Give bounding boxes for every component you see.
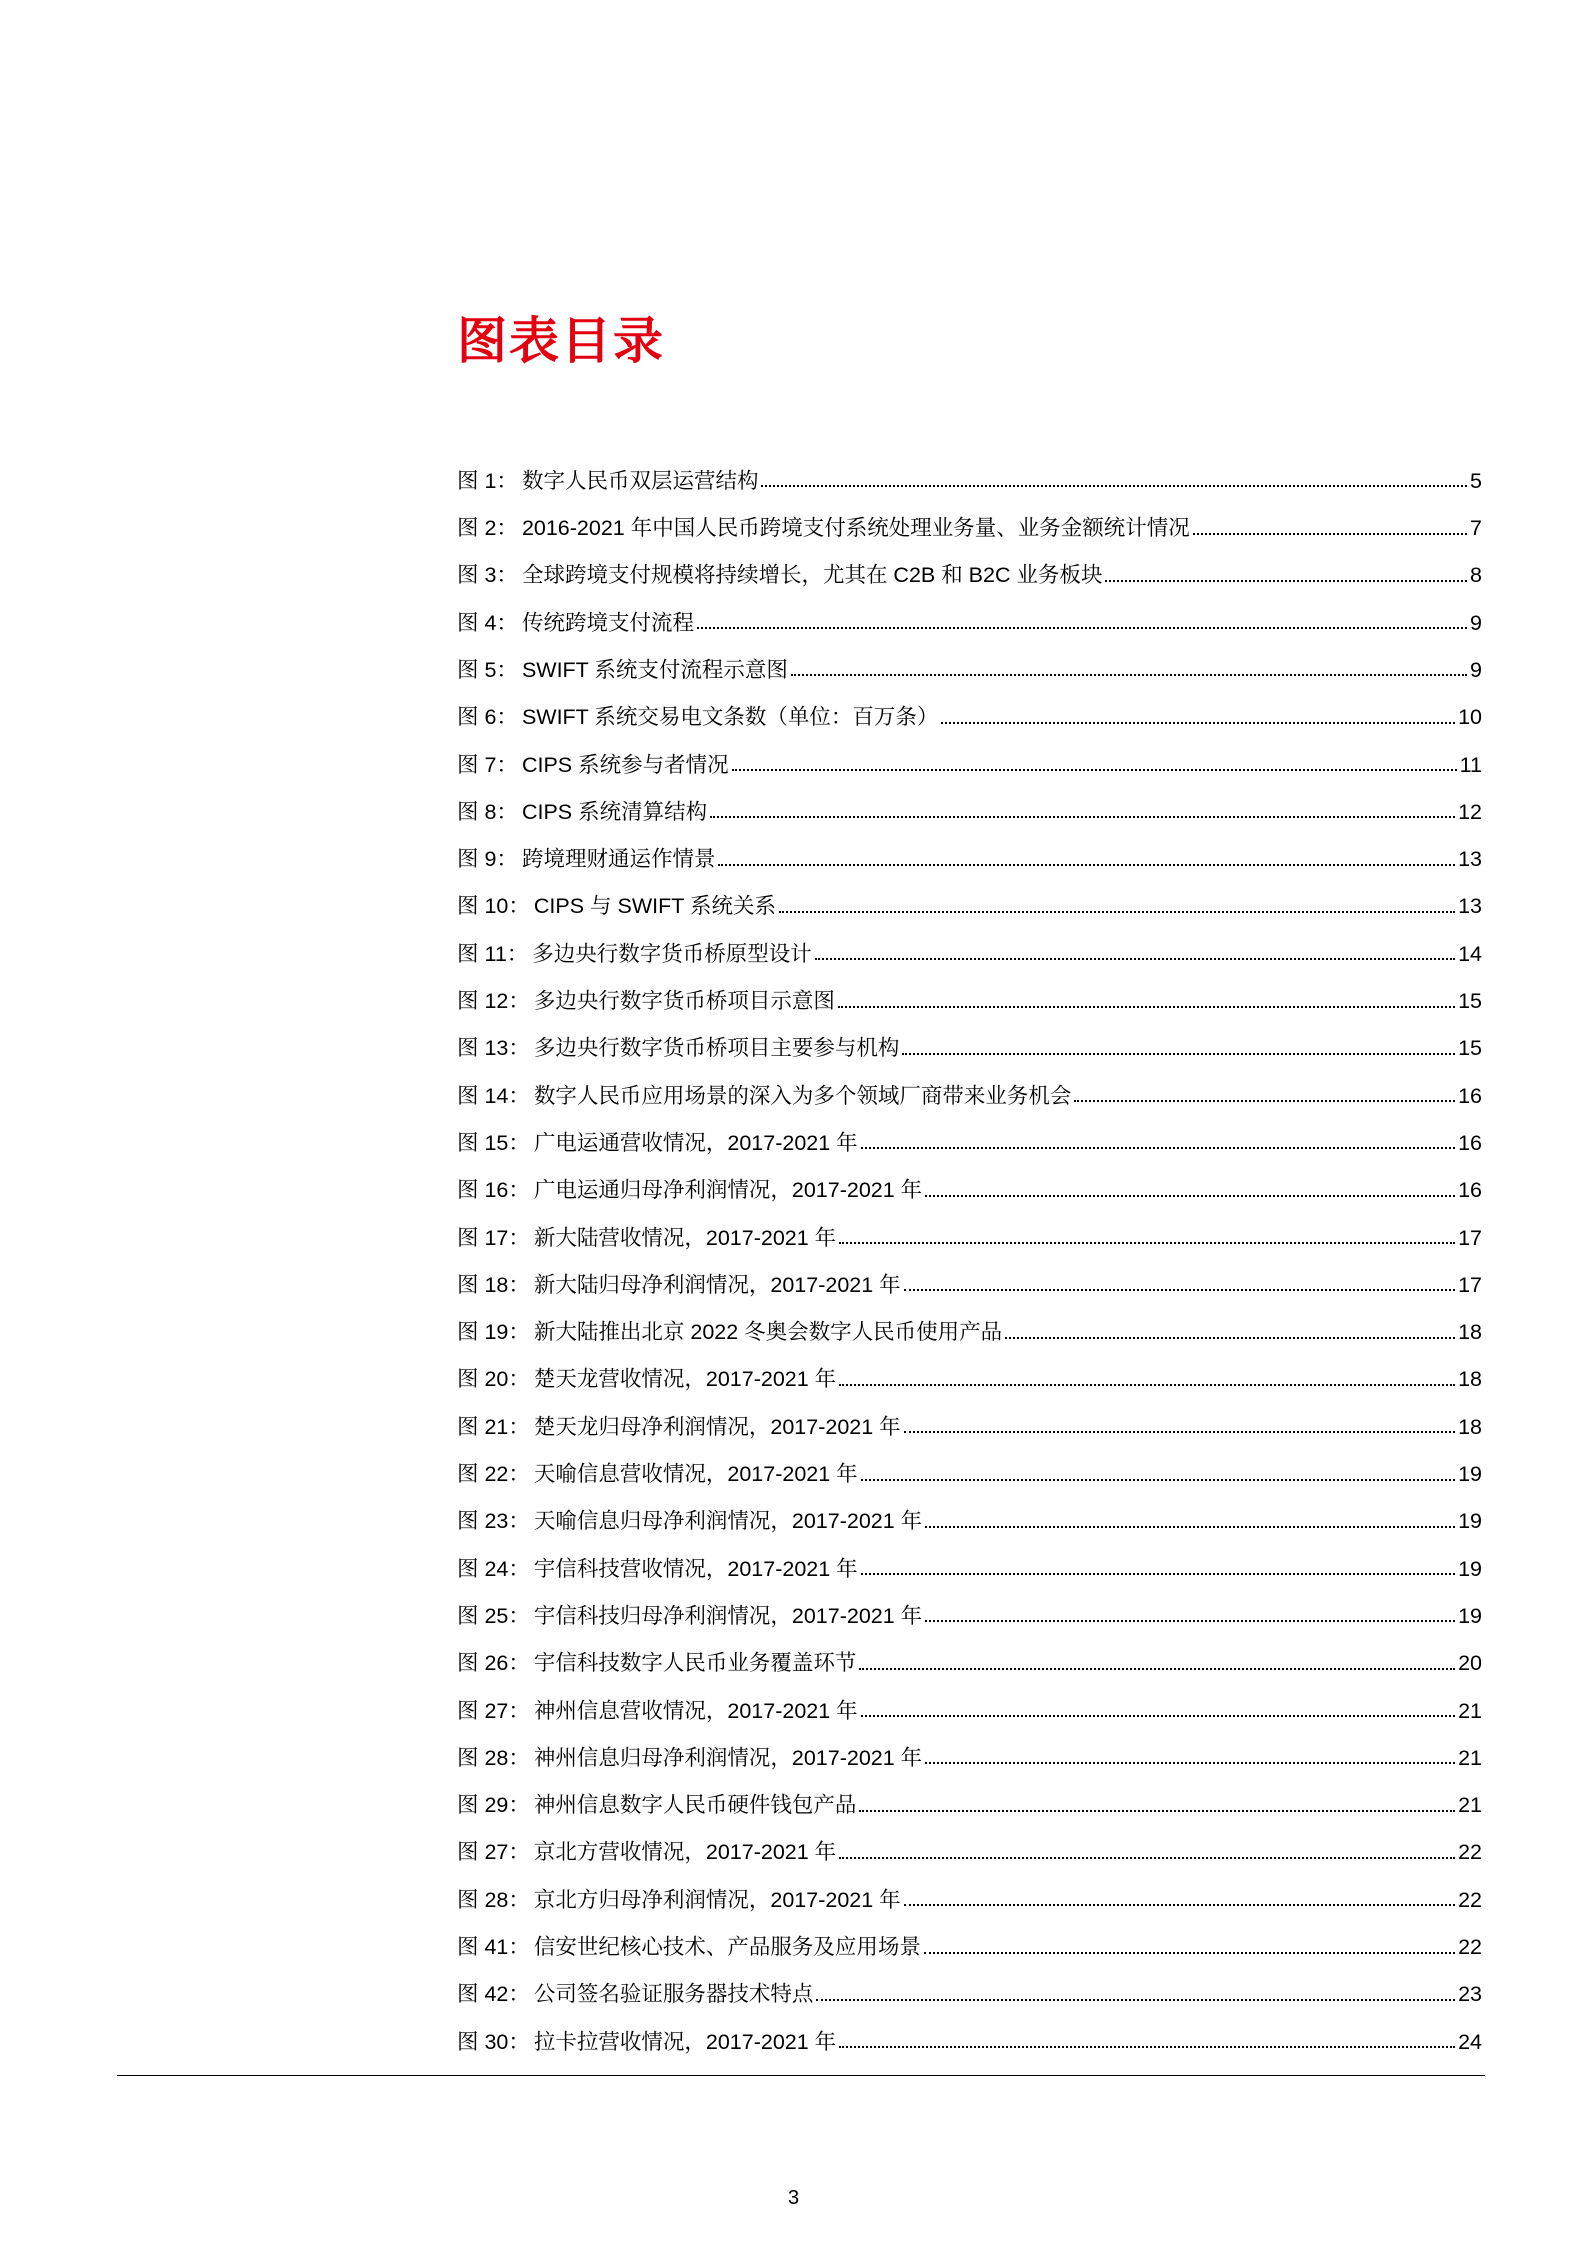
- toc-entry[interactable]: [457, 1911, 1482, 1958]
- toc-entry-page: 19: [1458, 1509, 1482, 1534]
- toc-entry-title: CIPS 与 SWIFT 系统关系: [533, 894, 776, 919]
- toc-dot-leader: [861, 1573, 1455, 1575]
- toc-entry[interactable]: [457, 1959, 1482, 2006]
- toc-entry[interactable]: [457, 634, 1482, 681]
- toc-entry[interactable]: [457, 2006, 1482, 2053]
- toc-entry-label: 图 29：: [457, 1793, 530, 1818]
- toc-entry-title: 楚天龙营收情况，2017-2021 年: [533, 1367, 837, 1392]
- toc-entry-page: 24: [1458, 2029, 1482, 2054]
- toc-entry[interactable]: [457, 1438, 1482, 1485]
- toc-entry-title: 天喻信息营收情况，2017-2021 年: [533, 1462, 858, 1487]
- toc-entry[interactable]: [457, 1627, 1482, 1674]
- toc-entry-label: 图 17：: [457, 1225, 530, 1250]
- toc-dot-leader: [1074, 1100, 1455, 1102]
- toc-entry-title: CIPS 系统参与者情况: [521, 752, 729, 777]
- toc-entry-title: 神州信息营收情况，2017-2021 年: [533, 1698, 858, 1723]
- toc-entry-page: 15: [1458, 989, 1482, 1014]
- toc-dot-leader: [925, 1195, 1455, 1197]
- toc-entry-page: 11: [1459, 752, 1482, 777]
- toc-entry-label: 图 11：: [457, 941, 529, 966]
- toc-entry-label: 图 5：: [457, 657, 518, 682]
- toc-entry-label: 图 25：: [457, 1603, 530, 1628]
- toc-dot-leader: [839, 1384, 1455, 1386]
- toc-entry-title: 全球跨境支付规模将持续增长，尤其在 C2B 和 B2C 业务板块: [521, 563, 1103, 588]
- toc-dot-leader: [718, 864, 1455, 866]
- toc-entry[interactable]: [457, 1864, 1482, 1911]
- toc-dot-leader: [861, 1147, 1455, 1149]
- toc-dot-leader: [732, 769, 1457, 771]
- toc-entry-page: 19: [1458, 1556, 1482, 1581]
- page-number: 3: [787, 2187, 800, 2209]
- toc-entry[interactable]: [457, 1391, 1482, 1438]
- toc-dot-leader: [904, 1904, 1455, 1906]
- toc-entry-page: 22: [1458, 1935, 1482, 1959]
- toc-entry[interactable]: [457, 1296, 1482, 1343]
- toc-entry-label: 图 10：: [457, 894, 530, 919]
- toc-entry-label: 图 4：: [457, 610, 518, 635]
- toc-entry[interactable]: [457, 1013, 1482, 1060]
- toc-entry-title: 信安世纪核心技术、产品服务及应用场景: [533, 1935, 921, 1959]
- toc-entry[interactable]: [457, 1060, 1482, 1107]
- toc-entry[interactable]: [457, 1580, 1482, 1627]
- toc-entry-page: 21: [1458, 1745, 1482, 1770]
- toc-dot-leader: [904, 1431, 1455, 1433]
- toc-entry-label: 图 30：: [457, 2029, 530, 2054]
- toc-entry-title: SWIFT 系统支付流程示意图: [521, 657, 788, 682]
- toc-entry-title: 天喻信息归母净利润情况，2017-2021 年: [533, 1509, 923, 1534]
- toc-entry-page: 13: [1458, 847, 1482, 872]
- toc-dot-leader: [941, 722, 1455, 724]
- toc-dot-leader: [839, 1242, 1455, 1244]
- toc-entry-page: 19: [1458, 1462, 1482, 1487]
- toc-entry-label: 图 23：: [457, 1509, 530, 1534]
- toc-dot-leader: [791, 674, 1467, 676]
- toc-entry[interactable]: [457, 965, 1482, 1012]
- toc-entry-label: 图 42：: [457, 1982, 530, 2007]
- toc-entry[interactable]: [457, 681, 1482, 728]
- toc-entry-page: 16: [1458, 1083, 1482, 1108]
- toc-entry-title: 跨境理财通运作情景: [521, 847, 716, 872]
- toc-entry-title: CIPS 系统清算结构: [521, 799, 708, 824]
- toc-entry-title: 宇信科技归母净利润情况，2017-2021 年: [533, 1603, 923, 1628]
- toc-entry-title: 传统跨境支付流程: [521, 610, 694, 635]
- toc-dot-leader: [697, 627, 1467, 629]
- toc-entry[interactable]: [457, 587, 1482, 634]
- footer-divider: [117, 2075, 1485, 2076]
- toc-dot-leader: [902, 1053, 1455, 1055]
- toc-entry-page: 21: [1458, 1793, 1482, 1818]
- toc-entry-page: 13: [1458, 894, 1482, 919]
- toc-entry-page: 18: [1458, 1414, 1482, 1439]
- toc-dot-leader: [925, 1620, 1455, 1622]
- toc-entry-page: 16: [1458, 1130, 1482, 1155]
- toc-entry[interactable]: [457, 1533, 1482, 1580]
- toc-dot-leader: [761, 485, 1467, 487]
- toc-entry-label: 图 2：: [457, 516, 518, 541]
- toc-entry[interactable]: [457, 776, 1482, 823]
- toc-dot-leader: [904, 1289, 1455, 1291]
- toc-dot-leader: [859, 1668, 1455, 1670]
- table-of-figures: [457, 445, 1482, 2053]
- toc-entry-title: 拉卡拉营收情况，2017-2021 年: [533, 2029, 837, 2054]
- toc-entry-title: 京北方营收情况，2017-2021 年: [533, 1840, 837, 1865]
- toc-entry-label: 图 6：: [457, 705, 518, 730]
- toc-entry-page: 8: [1470, 563, 1482, 588]
- toc-entry-page: 21: [1458, 1698, 1482, 1723]
- toc-entry[interactable]: [457, 1675, 1482, 1722]
- toc-entry-page: 14: [1458, 941, 1482, 966]
- toc-dot-leader: [1005, 1337, 1455, 1339]
- toc-entry-page: 22: [1458, 1887, 1482, 1912]
- toc-dot-leader: [710, 816, 1455, 818]
- toc-entry-title: 新大陆归母净利润情况，2017-2021 年: [533, 1272, 901, 1297]
- toc-entry-title: 神州信息数字人民币硬件钱包产品: [533, 1793, 857, 1818]
- toc-entry-label: 图 18：: [457, 1272, 530, 1297]
- toc-entry-label: 图 16：: [457, 1178, 530, 1203]
- toc-entry-label: 图 7：: [457, 752, 518, 777]
- toc-dot-leader: [779, 911, 1455, 913]
- toc-entry[interactable]: [457, 1344, 1482, 1391]
- toc-entry-title: 公司签名验证服务器技术特点: [533, 1982, 814, 2007]
- toc-entry-page: 9: [1470, 657, 1482, 682]
- toc-entry-label: 图 28：: [457, 1745, 530, 1770]
- toc-entry-label: 图 22：: [457, 1462, 530, 1487]
- toc-dot-leader: [859, 1810, 1455, 1812]
- toc-entry-label: 图 21：: [457, 1414, 530, 1439]
- toc-entry[interactable]: [457, 1486, 1482, 1533]
- toc-dot-leader: [839, 1857, 1455, 1859]
- toc-entry-page: 22: [1458, 1840, 1482, 1865]
- toc-entry-title: 宇信科技营收情况，2017-2021 年: [533, 1556, 858, 1581]
- toc-entry-label: 图 27：: [457, 1698, 530, 1723]
- toc-entry-page: 10: [1458, 705, 1482, 730]
- toc-dot-leader: [839, 2046, 1455, 2048]
- toc-entry-label: 图 3：: [457, 563, 518, 588]
- toc-entry-label: 图 20：: [457, 1367, 530, 1392]
- toc-entry-page: 7: [1470, 516, 1482, 541]
- toc-entry-label: 图 8：: [457, 799, 518, 824]
- toc-entry[interactable]: [457, 1249, 1482, 1296]
- toc-entry-label: 图 15：: [457, 1130, 530, 1155]
- toc-entry-title: 多边央行数字货币桥项目示意图: [533, 989, 835, 1014]
- toc-entry-page: 12: [1458, 799, 1482, 824]
- toc-dot-leader: [1193, 533, 1467, 535]
- toc-entry-page: 17: [1458, 1272, 1482, 1297]
- toc-entry-label: 图 41：: [457, 1935, 530, 1959]
- toc-entry[interactable]: [457, 1154, 1482, 1201]
- toc-entry-label: 图 12：: [457, 989, 530, 1014]
- toc-dot-leader: [815, 958, 1455, 960]
- toc-entry[interactable]: [457, 918, 1482, 965]
- toc-entry-title: 宇信科技数字人民币业务覆盖环节: [533, 1651, 857, 1676]
- toc-entry[interactable]: [457, 729, 1482, 776]
- toc-entry-page: 23: [1458, 1982, 1482, 2007]
- toc-entry-title: 新大陆推出北京 2022 冬奥会数字人民币使用产品: [533, 1320, 1003, 1345]
- toc-entry-label: 图 13：: [457, 1036, 530, 1061]
- toc-dot-leader: [861, 1479, 1455, 1481]
- toc-dot-leader: [816, 1999, 1455, 2001]
- toc-entry-page: 19: [1458, 1603, 1482, 1628]
- toc-entry-label: 图 24：: [457, 1556, 530, 1581]
- toc-entry[interactable]: [457, 1722, 1482, 1769]
- toc-entry-title: 楚天龙归母净利润情况，2017-2021 年: [533, 1414, 901, 1439]
- toc-entry-label: 图 27：: [457, 1840, 530, 1865]
- toc-entry-title: 多边央行数字货币桥项目主要参与机构: [533, 1036, 900, 1061]
- toc-entry-title: 广电运通归母净利润情况，2017-2021 年: [533, 1178, 923, 1203]
- toc-dot-leader: [924, 1952, 1455, 1954]
- toc-entry-page: 20: [1458, 1651, 1482, 1676]
- toc-entry-page: 15: [1458, 1036, 1482, 1061]
- toc-dot-leader: [838, 1006, 1455, 1008]
- toc-entry[interactable]: [457, 1817, 1482, 1864]
- toc-dot-leader: [925, 1762, 1455, 1764]
- toc-entry-title: 多边央行数字货币桥原型设计: [532, 941, 812, 966]
- toc-entry-title: 新大陆营收情况，2017-2021 年: [533, 1225, 837, 1250]
- toc-entry-title: 数字人民币应用场景的深入为多个领域厂商带来业务机会: [533, 1083, 1072, 1108]
- toc-dot-leader: [1105, 580, 1467, 582]
- toc-dot-leader: [861, 1715, 1455, 1717]
- toc-entry-label: 图 9：: [457, 847, 518, 872]
- toc-entry-title: 数字人民币双层运营结构: [521, 468, 759, 493]
- toc-entry-title: 广电运通营收情况，2017-2021 年: [533, 1130, 858, 1155]
- toc-entry-label: 图 14：: [457, 1083, 530, 1108]
- toc-entry-page: 16: [1458, 1178, 1482, 1203]
- toc-entry[interactable]: [457, 823, 1482, 870]
- toc-entry-page: 5: [1470, 468, 1482, 493]
- toc-entry[interactable]: [457, 492, 1482, 539]
- toc-entry-page: 17: [1458, 1225, 1482, 1250]
- toc-entry[interactable]: [457, 871, 1482, 918]
- toc-entry[interactable]: [457, 1107, 1482, 1154]
- toc-entry-label: 图 26：: [457, 1651, 530, 1676]
- toc-entry[interactable]: [457, 1202, 1482, 1249]
- toc-entry-title: 京北方归母净利润情况，2017-2021 年: [533, 1887, 901, 1912]
- toc-entry-title: SWIFT 系统交易电文条数（单位：百万条）: [521, 705, 939, 730]
- toc-entry[interactable]: [457, 445, 1482, 492]
- toc-entry-label: 图 1：: [457, 468, 518, 493]
- toc-entry-page: 18: [1458, 1367, 1482, 1392]
- toc-entry-label: 图 28：: [457, 1887, 530, 1912]
- toc-entry-title: 神州信息归母净利润情况，2017-2021 年: [533, 1745, 923, 1770]
- toc-entry-page: 18: [1458, 1320, 1482, 1345]
- toc-entry[interactable]: [457, 1769, 1482, 1816]
- toc-entry-label: 图 19：: [457, 1320, 530, 1345]
- toc-dot-leader: [925, 1526, 1455, 1528]
- toc-entry-page: 9: [1470, 610, 1482, 635]
- toc-entry[interactable]: [457, 540, 1482, 587]
- page-title: 图表目录: [457, 313, 665, 369]
- toc-entry-title: 2016-2021 年中国人民币跨境支付系统处理业务量、业务金额统计情况: [521, 516, 1190, 541]
